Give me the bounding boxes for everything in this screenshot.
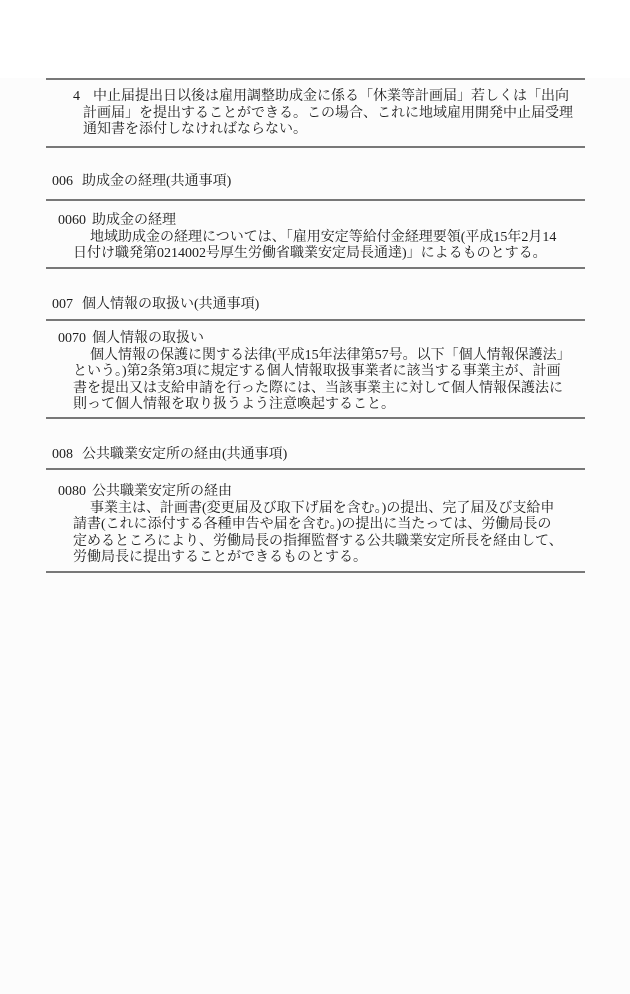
subsection-0060 [0,213,630,263]
horizontal-rule [46,571,585,573]
body-line: 日付け職発第0214002号厚生労働省職業安定局長通達)」によるものとする。 [73,246,547,261]
section-title: 公共職業安定所の経由(共通事項) [82,446,288,462]
subsection-heading [0,484,630,501]
body-line: 地域助成金の経理については、「雇用安定等給付金経理要領(平成15年2月14 [90,229,557,245]
note-item-number: 4 [73,89,80,104]
body-line: 事業主は、計画書(変更届及び取下げ届を含む。)の提出、完了届及び支給申 [90,500,555,516]
subsection-heading [0,213,630,230]
body-line: 個人情報の保護に関する法律(平成15年法律第57号。以下「個人情報保護法」 [90,347,571,363]
subsection-code: 0060 [58,213,86,228]
horizontal-rule [46,78,585,80]
horizontal-rule [46,267,585,269]
horizontal-rule [46,468,585,470]
section-title: 個人情報の取扱い(共通事項) [82,296,260,312]
section-heading-006 [0,174,630,191]
note-line: 計画届」を提出することができる。この場合、これに地域雇用開発中止届受理 [83,105,573,121]
body-line: という。)第2条第3項に規定する個人情報取扱事業者に該当する事業主が、計画 [73,364,561,379]
horizontal-rule [46,146,585,148]
section-heading-008 [0,447,630,464]
horizontal-rule [46,417,585,419]
subsection-title: 個人情報の取扱い [92,331,204,346]
subsection-heading [0,331,630,348]
note-line [0,89,630,106]
body-line: 書を提出又は支給申請を行った際には、当該事業主に対して個人情報保護法に [73,380,563,396]
horizontal-rule [46,319,585,321]
subsection-code: 0080 [58,484,86,499]
subsection-title: 公共職業安定所の経由 [92,484,232,499]
subsection-title: 助成金の経理 [92,213,176,228]
body-line: 定めるところにより、労働局長の指揮監督する公共職業安定所長を経由して、 [73,533,563,549]
subsection-code: 0070 [58,331,86,346]
section-code: 008 [52,446,73,462]
section-code: 007 [52,296,73,312]
note-text: 中止届提出日以後は雇用調整助成金に係る「休業等計画届」若しくは「出向 [93,89,569,104]
subsection-0070 [0,331,630,414]
section-title: 助成金の経理(共通事項) [82,173,232,189]
horizontal-rule [46,199,585,201]
body-line: 則って個人情報を取り扱うよう注意喚起すること。 [73,397,395,412]
body-line: 労働局長に提出することができるものとする。 [73,550,367,565]
note-line: 通知書を添付しなければならない。 [83,122,307,137]
document-page [0,78,630,994]
section-code: 006 [52,173,73,189]
subsection-0080 [0,484,630,567]
section-heading-007 [0,297,630,314]
body-line: 請書(これに添付する各種申告や届を含む。)の提出に当たっては、労働局長の [73,517,552,532]
top-note-paragraph [0,89,630,139]
